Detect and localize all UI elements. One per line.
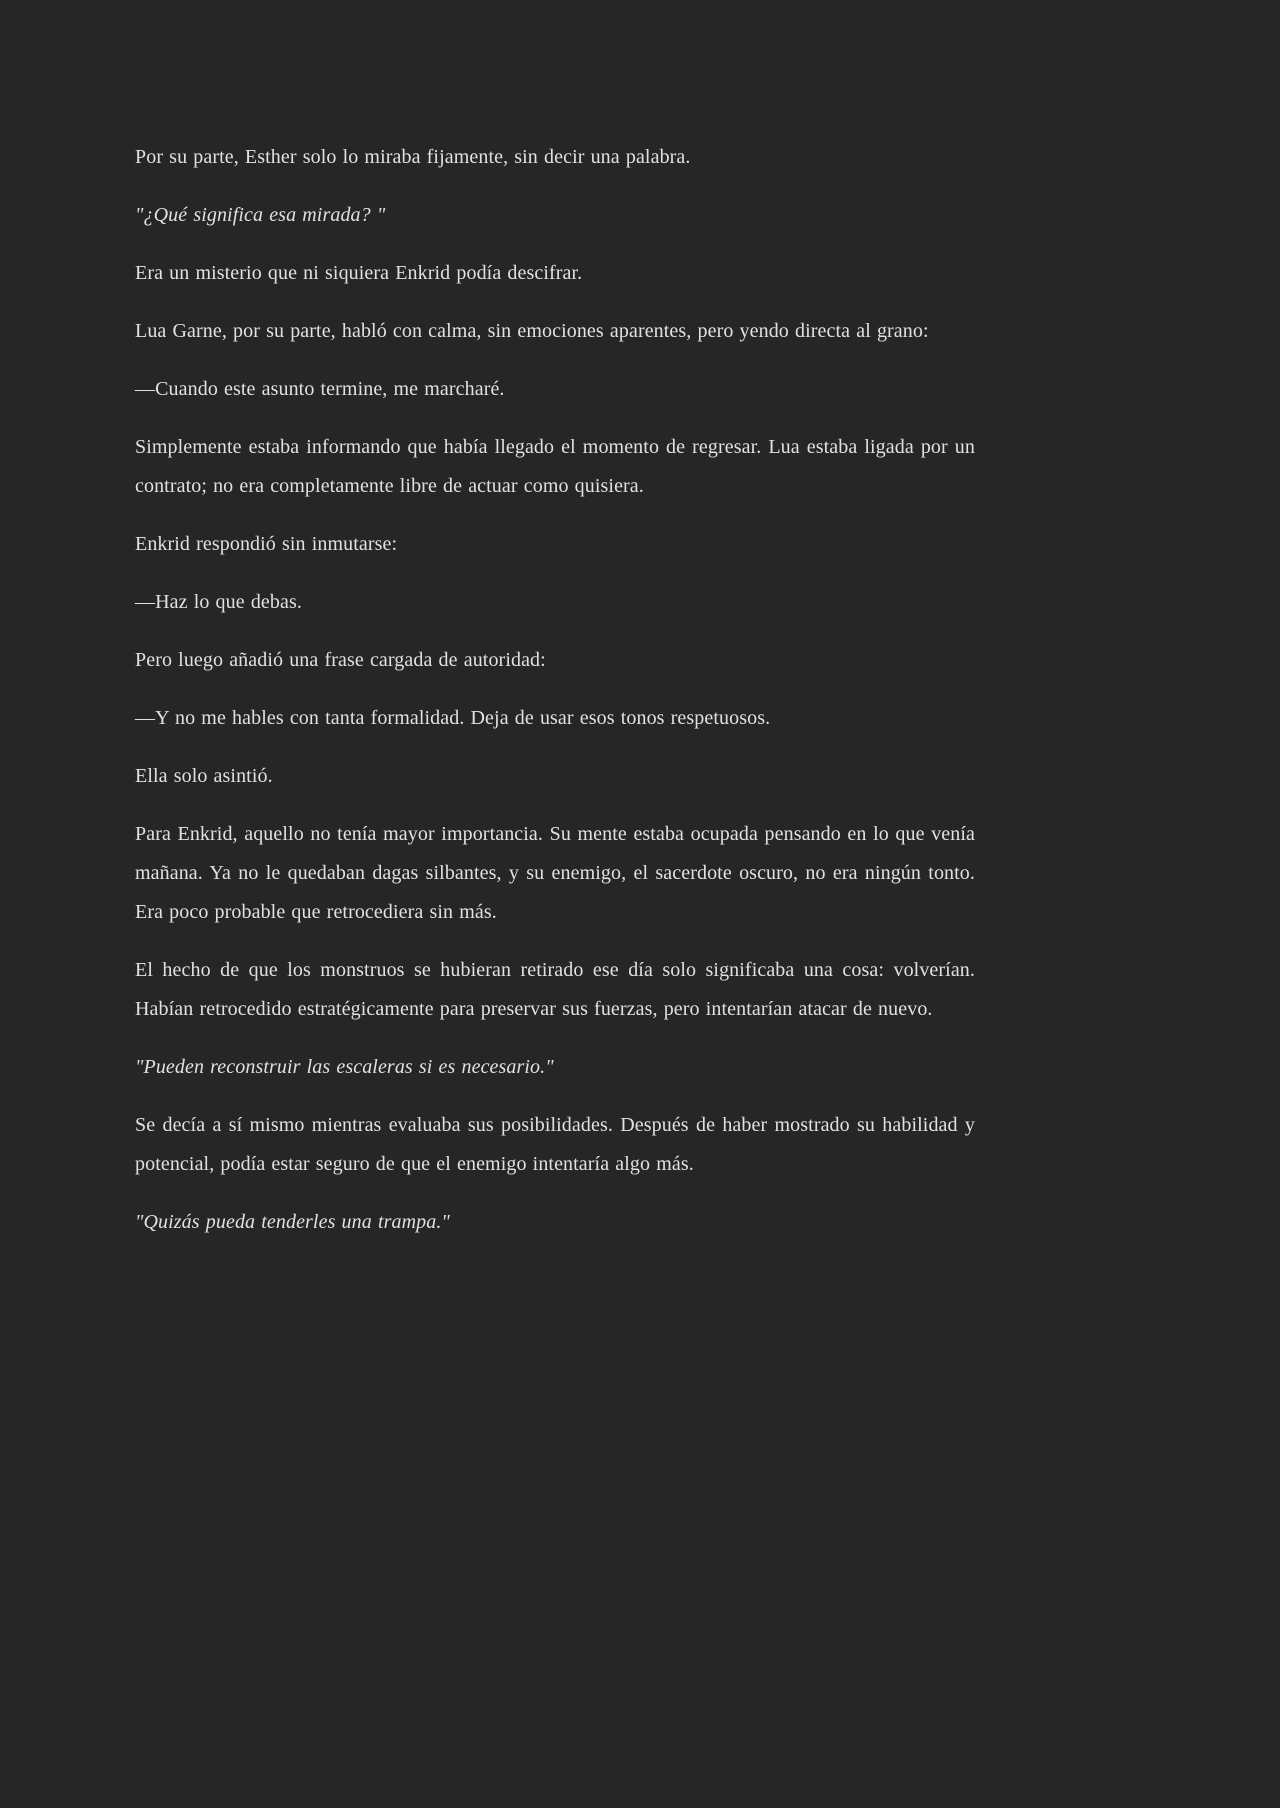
paragraph: Era un misterio que ni siquiera Enkrid podía descifrar. xyxy=(135,262,583,284)
paragraph: Se decía a sí mismo mientras evaluaba sus posibilidades. Después de haber mostrado su habilidad y potencial, podía estar seguro de que el enemigo intentaría algo más. xyxy=(135,1114,975,1175)
paragraph-thought-quote: "Quizás pueda tenderles una trampa." xyxy=(135,1211,450,1233)
paragraph: Enkrid respondió sin inmutarse: xyxy=(135,533,398,555)
paragraph-dialogue: —Y no me hables con tanta formalidad. Deja de usar esos tonos respetuosos. xyxy=(135,707,771,729)
paragraph: Simplemente estaba informando que había llegado el momento de regresar. Lua estaba ligada por un contrato; no era completamente libre de actuar como quisiera. xyxy=(135,436,975,497)
paragraph-thought-quote: "¿Qué significa esa mirada? " xyxy=(135,204,386,226)
paragraph: Por su parte, Esther solo lo miraba fijamente, sin decir una palabra. xyxy=(135,146,691,168)
paragraph: Pero luego añadió una frase cargada de autoridad: xyxy=(135,649,546,671)
paragraph: El hecho de que los monstruos se hubieran retirado ese día solo significaba una cosa: volverían. Habían retrocedido estratégicamente para preservar sus fuerzas, pero intentarían atacar de nuevo. xyxy=(135,959,975,1020)
paragraph-thought-quote: "Pueden reconstruir las escaleras si es necesario." xyxy=(135,1056,554,1078)
paragraph-dialogue: —Cuando este asunto termine, me marcharé. xyxy=(135,378,505,400)
paragraph: Lua Garne, por su parte, habló con calma, sin emociones aparentes, pero yendo directa al grano: xyxy=(135,320,929,342)
paragraph-dialogue: —Haz lo que debas. xyxy=(135,591,302,613)
paragraph: Ella solo asintió. xyxy=(135,765,273,787)
paragraph: Para Enkrid, aquello no tenía mayor importancia. Su mente estaba ocupada pensando en lo que venía mañana. Ya no le quedaban dagas silbantes, y su enemigo, el sacerdote oscuro, no era ningún tonto. Era poco probable que retrocediera sin más. xyxy=(135,823,975,923)
